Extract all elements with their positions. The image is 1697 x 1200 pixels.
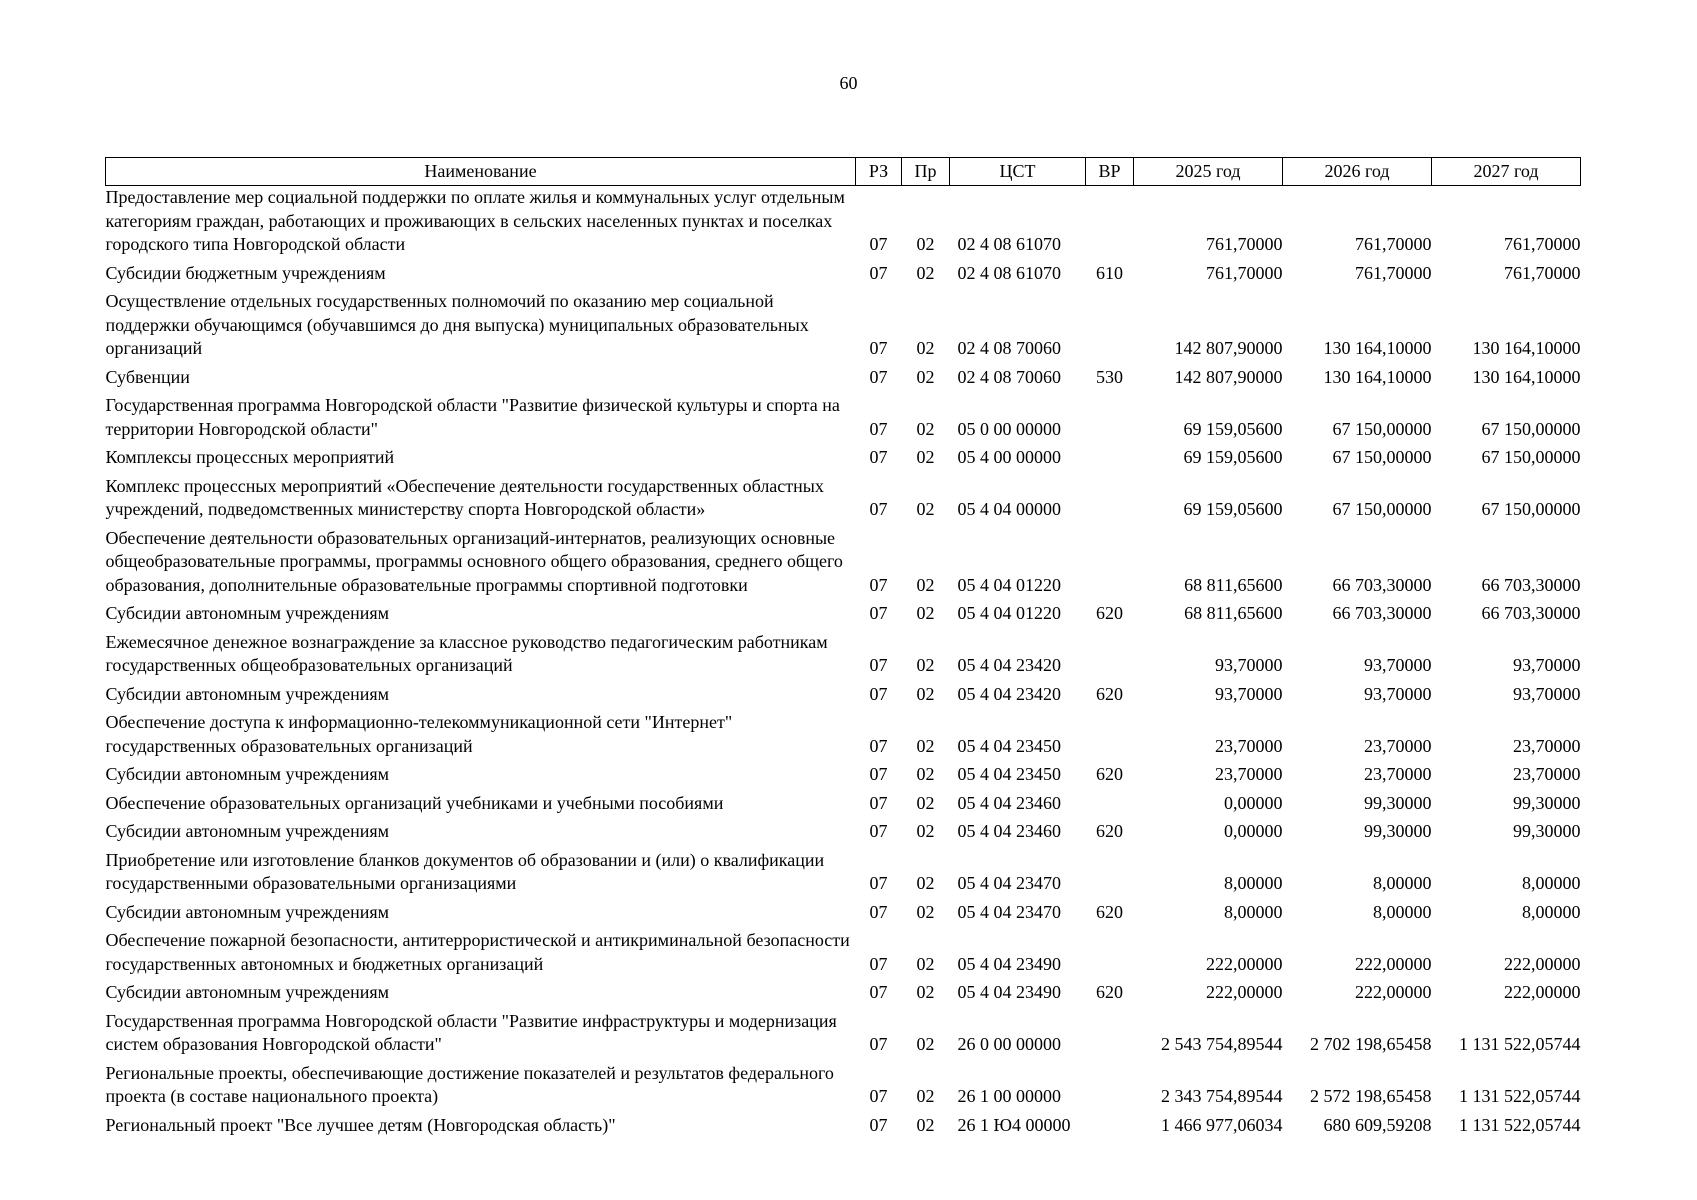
row-amount-2027: 66 703,30000 — [1481, 603, 1581, 623]
row-cst: 05 4 04 23490 — [957, 982, 1061, 1002]
row-name: Предоставление мер социальной поддержки по оплате жилья и коммунальных услуг отдельным категориям граждан, работающих и проживающих в сельских населенных пунктах и поселках городского типа Новгородской области — [105, 187, 845, 254]
row-cst: 05 4 04 23420 — [957, 655, 1061, 675]
row-amount-2025: 23,70000 — [1215, 735, 1283, 756]
row-rz: 07 — [869, 366, 888, 387]
row-name: Субсидии автономным учреждениям — [105, 982, 390, 1002]
row-pr: 02 — [916, 447, 935, 467]
row-amount-2027: 67 150,00000 — [1481, 447, 1581, 467]
row-amount-2027: 222,00000 — [1504, 982, 1581, 1002]
row-pr: 02 — [916, 953, 935, 974]
row-cst: 05 4 00 00000 — [957, 447, 1061, 467]
table-row — [106, 602, 1581, 631]
row-cst: 05 4 04 23470 — [957, 873, 1061, 893]
row-amount-2026: 67 150,00000 — [1332, 499, 1432, 519]
table-row — [106, 366, 1581, 395]
row-cst: 05 4 04 00000 — [957, 499, 1061, 519]
table-row — [106, 262, 1581, 291]
row-amount-2026: 761,70000 — [1355, 262, 1432, 283]
row-amount-2026: 66 703,30000 — [1332, 574, 1432, 595]
row-cst: 02 4 08 61070 — [957, 234, 1061, 254]
row-amount-2026: 222,00000 — [1355, 953, 1432, 974]
row-amount-2027: 1 131 522,05744 — [1459, 1114, 1581, 1135]
row-amount-2025: 0,00000 — [1224, 821, 1283, 841]
table-row — [106, 446, 1581, 475]
row-cst: 02 4 08 70060 — [957, 338, 1061, 358]
header-cst: ЦСТ — [950, 158, 1086, 186]
row-rz: 07 — [869, 735, 888, 756]
row-vr: 620 — [1096, 603, 1123, 623]
row-amount-2025: 69 159,05600 — [1183, 447, 1283, 467]
row-rz: 07 — [869, 792, 888, 813]
table-row — [106, 763, 1581, 792]
row-rz: 07 — [869, 1034, 888, 1054]
row-cst: 05 4 04 23460 — [957, 821, 1061, 841]
row-rz: 07 — [869, 603, 888, 623]
row-amount-2025: 761,70000 — [1206, 262, 1283, 283]
row-amount-2025: 23,70000 — [1215, 764, 1283, 784]
row-amount-2025: 761,70000 — [1206, 234, 1283, 254]
row-vr — [1086, 290, 1134, 366]
row-rz: 07 — [869, 574, 888, 595]
row-amount-2027: 1 131 522,05744 — [1459, 1034, 1581, 1054]
row-amount-2026: 8,00000 — [1373, 873, 1432, 893]
row-name: Приобретение или изготовление бланков документов об образовании и (или) о квалификации государственными образовательными организациями — [105, 849, 825, 893]
row-rz: 07 — [869, 655, 888, 675]
row-cst: 05 0 00 00000 — [957, 418, 1061, 439]
row-pr: 02 — [916, 735, 935, 756]
row-amount-2025: 69 159,05600 — [1183, 418, 1283, 439]
row-rz: 07 — [869, 953, 888, 974]
row-rz: 07 — [869, 234, 888, 254]
row-name: Обеспечение доступа к информационно-телекоммуникационной сети "Интернет" государственных образовательных организаций — [105, 712, 733, 756]
row-amount-2026: 2 572 198,65458 — [1310, 1086, 1432, 1106]
row-vr: 620 — [1096, 821, 1123, 841]
row-name: Комплекс процессных мероприятий «Обеспечение деятельности государственных областных учреждений, подведомственных министерству спорта Новгородской области» — [105, 475, 824, 519]
row-name: Субсидии автономным учреждениям — [105, 683, 390, 704]
row-rz: 07 — [869, 982, 888, 1002]
row-amount-2025: 68 811,65600 — [1184, 603, 1283, 623]
row-amount-2025: 8,00000 — [1224, 901, 1283, 922]
row-cst: 05 4 04 01220 — [957, 603, 1061, 623]
row-name: Субсидии автономным учреждениям — [105, 901, 390, 922]
row-amount-2025: 222,00000 — [1206, 982, 1283, 1002]
row-pr: 02 — [916, 982, 935, 1002]
header-2027: 2027 год — [1432, 158, 1581, 186]
table-row — [106, 394, 1581, 446]
row-amount-2026: 67 150,00000 — [1332, 418, 1432, 439]
table-body — [106, 186, 1581, 1143]
row-cst: 05 4 04 23460 — [957, 792, 1061, 813]
row-cst: 05 4 04 23420 — [957, 683, 1061, 704]
row-pr: 02 — [916, 792, 935, 813]
row-name: Субсидии автономным учреждениям — [105, 603, 390, 623]
row-name: Региональные проекты, обеспечивающие достижение показателей и результатов федерального проекта (в составе национального проекта) — [105, 1062, 834, 1106]
row-amount-2027: 761,70000 — [1504, 262, 1581, 283]
header-2026: 2026 год — [1283, 158, 1432, 186]
table-row — [106, 1010, 1581, 1062]
row-amount-2027: 93,70000 — [1513, 683, 1581, 704]
row-name: Субсидии бюджетным учреждениям — [105, 262, 386, 283]
row-pr: 02 — [916, 901, 935, 922]
row-amount-2025: 2 543 754,89544 — [1161, 1034, 1283, 1054]
row-vr: 620 — [1096, 901, 1123, 922]
row-name: Обеспечение образовательных организаций учебниками и учебными пособиями — [105, 792, 724, 813]
row-pr: 02 — [916, 873, 935, 893]
row-cst: 26 1 00 00000 — [957, 1086, 1061, 1106]
row-name: Комплексы процессных мероприятий — [105, 447, 395, 467]
row-amount-2026: 130 164,10000 — [1323, 338, 1432, 358]
row-pr: 02 — [916, 338, 935, 358]
row-rz: 07 — [869, 1086, 888, 1106]
row-amount-2025: 93,70000 — [1215, 655, 1283, 675]
row-amount-2027: 8,00000 — [1522, 873, 1581, 893]
table-row — [106, 290, 1581, 366]
row-amount-2025: 69 159,05600 — [1183, 499, 1283, 519]
row-amount-2025: 93,70000 — [1215, 683, 1283, 704]
row-vr — [1086, 1062, 1134, 1114]
header-2025: 2025 год — [1134, 158, 1283, 186]
table-row — [106, 527, 1581, 603]
row-rz: 07 — [869, 447, 888, 467]
row-vr: 530 — [1096, 366, 1123, 387]
row-cst: 26 0 00 00000 — [957, 1034, 1061, 1054]
row-amount-2026: 99,30000 — [1364, 792, 1432, 813]
row-amount-2027: 66 703,30000 — [1481, 574, 1581, 595]
row-amount-2025: 142 807,90000 — [1174, 366, 1283, 387]
row-rz: 07 — [869, 499, 888, 519]
row-rz: 07 — [869, 1114, 888, 1135]
table-row — [106, 475, 1581, 527]
table-row — [106, 631, 1581, 683]
header-pr: Пр — [902, 158, 950, 186]
row-name: Субсидии автономным учреждениям — [105, 821, 390, 841]
row-amount-2026: 23,70000 — [1364, 735, 1432, 756]
row-name: Обеспечение пожарной безопасности, антитеррористической и антикриминальной безопасности государственных автономных и бюджетных организаций — [105, 930, 850, 974]
row-pr: 02 — [916, 764, 935, 784]
row-amount-2027: 222,00000 — [1504, 953, 1581, 974]
row-name: Субсидии автономным учреждениям — [105, 764, 390, 784]
row-amount-2026: 680 609,59208 — [1323, 1114, 1432, 1135]
row-name: Ежемесячное денежное вознаграждение за классное руководство педагогическим работникам государственных общеобразовательных организаций — [105, 631, 828, 675]
table-row — [106, 1062, 1581, 1114]
row-amount-2027: 23,70000 — [1513, 764, 1581, 784]
row-rz: 07 — [869, 262, 888, 283]
row-vr — [1086, 929, 1134, 981]
row-amount-2026: 67 150,00000 — [1332, 447, 1432, 467]
row-amount-2026: 66 703,30000 — [1332, 603, 1432, 623]
table-row — [106, 186, 1581, 262]
row-name: Государственная программа Новгородской области "Развитие инфраструктуры и модернизация систем образования Новгородской области" — [105, 1010, 837, 1054]
row-pr: 02 — [916, 1086, 935, 1106]
table-row — [106, 792, 1581, 821]
row-name: Региональный проект "Все лучшее детям (Новгородская область)" — [105, 1114, 616, 1135]
row-pr: 02 — [916, 603, 935, 623]
row-vr — [1086, 394, 1134, 446]
row-amount-2026: 130 164,10000 — [1323, 366, 1432, 387]
row-amount-2025: 222,00000 — [1206, 953, 1283, 974]
row-pr: 02 — [916, 821, 935, 841]
row-amount-2025: 1 466 977,06034 — [1161, 1114, 1283, 1135]
row-amount-2025: 142 807,90000 — [1174, 338, 1283, 358]
row-name: Осуществление отдельных государственных полномочий по оказанию мер социальной поддержки обучающимся (обучавшимся до дня выпуска) муниципальных образовательных организаций — [105, 291, 809, 358]
row-amount-2027: 23,70000 — [1513, 735, 1581, 756]
row-amount-2025: 0,00000 — [1224, 792, 1283, 813]
row-cst: 02 4 08 70060 — [957, 366, 1061, 387]
table-row — [106, 683, 1581, 712]
row-amount-2026: 2 702 198,65458 — [1310, 1034, 1432, 1054]
row-amount-2025: 2 343 754,89544 — [1161, 1086, 1283, 1106]
row-vr — [1086, 1010, 1134, 1062]
row-pr: 02 — [916, 574, 935, 595]
row-vr — [1086, 631, 1134, 683]
header-name: Наименование — [106, 158, 856, 186]
row-cst: 05 4 04 23450 — [957, 735, 1061, 756]
row-amount-2026: 23,70000 — [1364, 764, 1432, 784]
row-amount-2027: 130 164,10000 — [1472, 338, 1581, 358]
row-amount-2027: 99,30000 — [1513, 792, 1581, 813]
row-pr: 02 — [916, 499, 935, 519]
row-rz: 07 — [869, 821, 888, 841]
row-amount-2027: 8,00000 — [1522, 901, 1581, 922]
table-row — [106, 849, 1581, 901]
row-vr: 620 — [1096, 982, 1123, 1002]
row-vr — [1086, 792, 1134, 821]
row-vr — [1086, 849, 1134, 901]
row-cst: 05 4 04 01220 — [957, 574, 1061, 595]
table-row — [106, 1114, 1581, 1143]
row-rz: 07 — [869, 338, 888, 358]
row-vr — [1086, 527, 1134, 603]
row-rz: 07 — [869, 901, 888, 922]
row-pr: 02 — [916, 418, 935, 439]
row-cst: 26 1 Ю4 00000 — [957, 1114, 1071, 1135]
row-vr: 610 — [1096, 262, 1123, 283]
row-pr: 02 — [916, 1034, 935, 1054]
row-amount-2026: 93,70000 — [1364, 683, 1432, 704]
row-pr: 02 — [916, 1114, 935, 1135]
row-amount-2025: 8,00000 — [1224, 873, 1283, 893]
row-amount-2026: 8,00000 — [1373, 901, 1432, 922]
row-rz: 07 — [869, 764, 888, 784]
row-vr — [1086, 711, 1134, 763]
row-cst: 02 4 08 61070 — [957, 262, 1061, 283]
row-rz: 07 — [869, 418, 888, 439]
table-row — [106, 901, 1581, 930]
row-vr — [1086, 1114, 1134, 1143]
row-amount-2026: 761,70000 — [1355, 234, 1432, 254]
row-amount-2026: 222,00000 — [1355, 982, 1432, 1002]
row-vr: 620 — [1096, 764, 1123, 784]
table-row — [106, 981, 1581, 1010]
row-vr — [1086, 446, 1134, 475]
row-rz: 07 — [869, 683, 888, 704]
row-name: Обеспечение деятельности образовательных организаций-интернатов, реализующих основные общеобразовательные программы, программы основного общего образования, среднего общего образования, дополнительные образовательные программы спортивной подготовки — [105, 527, 843, 595]
row-amount-2027: 1 131 522,05744 — [1459, 1086, 1581, 1106]
budget-table — [105, 157, 1581, 1142]
row-vr: 620 — [1096, 683, 1123, 704]
row-amount-2026: 99,30000 — [1364, 821, 1432, 841]
row-pr: 02 — [916, 683, 935, 704]
header-rz: РЗ — [856, 158, 902, 186]
table-row — [106, 711, 1581, 763]
row-name: Субвенции — [105, 366, 190, 387]
table-row — [106, 820, 1581, 849]
row-pr: 02 — [916, 262, 935, 283]
page-number: 60 — [839, 73, 858, 93]
row-amount-2027: 93,70000 — [1513, 655, 1581, 675]
row-amount-2027: 67 150,00000 — [1481, 499, 1581, 519]
row-amount-2026: 93,70000 — [1364, 655, 1432, 675]
row-pr: 02 — [916, 655, 935, 675]
row-pr: 02 — [916, 234, 935, 254]
table-row — [106, 929, 1581, 981]
row-amount-2027: 130 164,10000 — [1472, 366, 1581, 387]
header-vr: ВР — [1086, 158, 1134, 186]
row-amount-2027: 761,70000 — [1504, 234, 1581, 254]
row-amount-2025: 68 811,65600 — [1184, 574, 1283, 595]
row-pr: 02 — [916, 366, 935, 387]
row-cst: 05 4 04 23490 — [957, 953, 1061, 974]
row-amount-2027: 99,30000 — [1513, 821, 1581, 841]
row-vr — [1086, 475, 1134, 527]
row-name: Государственная программа Новгородской области "Развитие физической культуры и спорта на территории Новгородской области" — [105, 395, 840, 439]
row-vr — [1086, 186, 1134, 262]
row-amount-2027: 67 150,00000 — [1481, 418, 1581, 439]
row-cst: 05 4 04 23470 — [957, 901, 1061, 922]
row-cst: 05 4 04 23450 — [957, 764, 1061, 784]
table-header-row — [106, 158, 1581, 186]
row-rz: 07 — [869, 873, 888, 893]
